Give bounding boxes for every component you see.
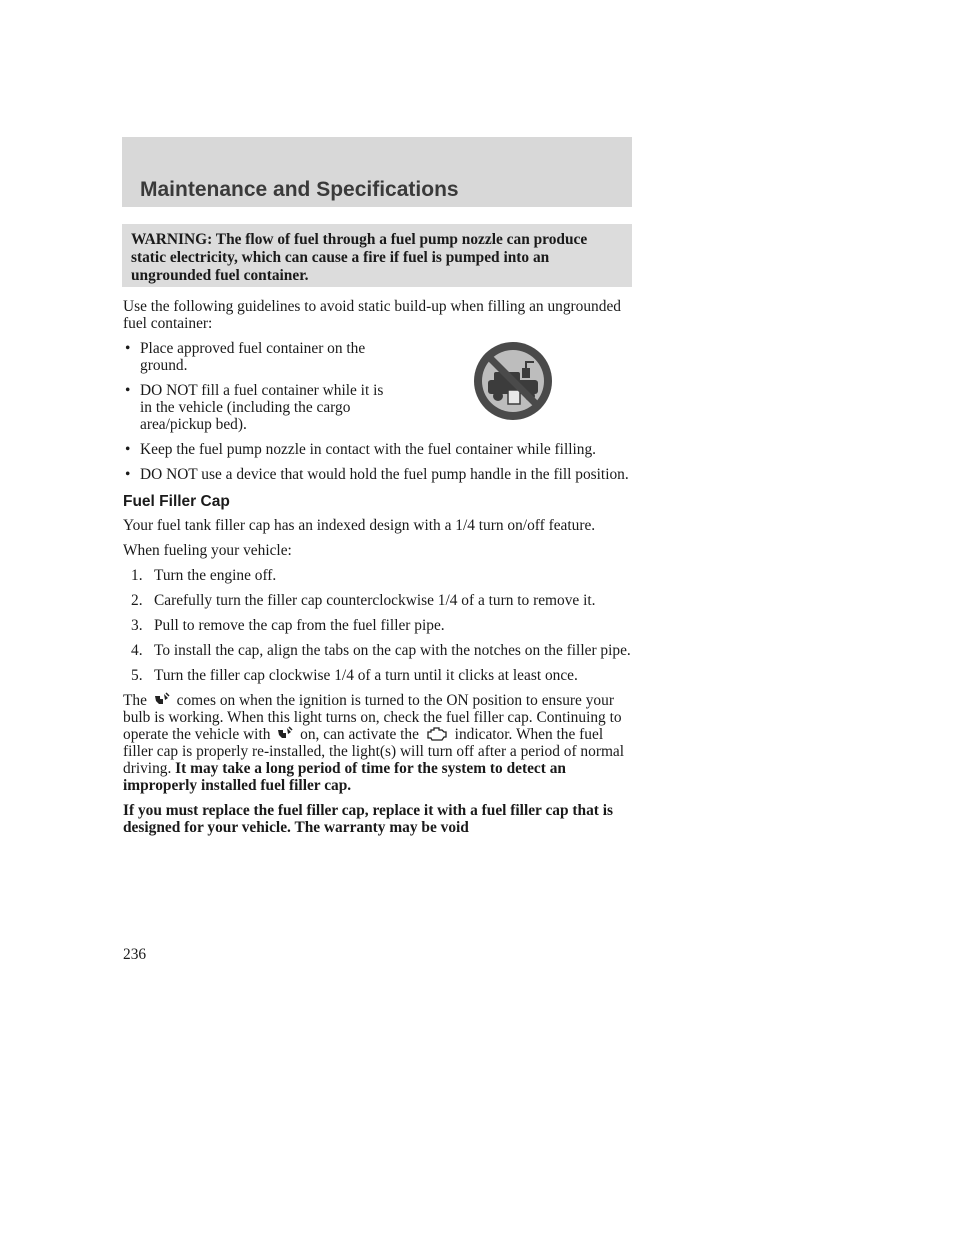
bullet-dot: •: [125, 382, 131, 399]
when-fueling-label: When fueling your vehicle:: [123, 542, 292, 559]
page-content: [123, 298, 635, 844]
bullet-item: [123, 466, 635, 483]
bullet-item: [123, 340, 395, 374]
warning-text: WARNING: The flow of fuel through a fuel pump nozzle can produce static electricity, which can cause a fire if fuel is pumped into an ungrounded fuel container.: [131, 231, 588, 284]
step-number: 4.: [131, 642, 143, 659]
step-number: 1.: [131, 567, 143, 584]
para-text-4: indicator. When the fuel filler cap is properly re-installed, the light(s) will turn off after a period of normal driving.: [123, 726, 625, 777]
step-item: [123, 592, 635, 609]
final-warning-paragraph: [123, 802, 635, 836]
bullet-text: DO NOT fill a fuel container while it is in the vehicle (including the cargo area/pickup bed).: [140, 382, 384, 433]
check-fuel-cap-icon: [276, 726, 294, 742]
section-heading: Fuel Filler Cap: [123, 493, 230, 510]
warning-box: [122, 224, 632, 287]
step-item: [123, 667, 635, 684]
check-engine-icon: [425, 726, 449, 742]
bullet-dot: •: [125, 441, 131, 458]
step-number: 5.: [131, 667, 143, 684]
step-number: 3.: [131, 617, 143, 634]
check-fuel-cap-icon: [153, 692, 171, 708]
para-text-2: comes on when the ignition is turned to the ON position to ensure your bulb is working. When this light turns on, check the fuel filler cap. Continuing to operate the vehicle with: [123, 692, 622, 743]
bullet-text: DO NOT use a device that would hold the fuel pump handle in the fill position.: [140, 466, 629, 483]
step-text: To install the cap, align the tabs on the cap with the notches on the filler pipe.: [154, 642, 631, 659]
step-item: [123, 567, 635, 584]
bullet-text: Place approved fuel container on the ground.: [140, 340, 366, 374]
step-text: Turn the engine off.: [154, 567, 277, 584]
bullet-dot: •: [125, 466, 131, 483]
intro-paragraph: Use the following guidelines to avoid static build-up when filling an ungrounded fuel container:: [123, 298, 621, 332]
section-title: Maintenance and Specifications: [140, 178, 459, 201]
filler-cap-intro: Your fuel tank filler cap has an indexed design with a 1/4 turn on/off feature.: [123, 517, 596, 534]
para-text-1: The: [123, 692, 147, 709]
step-text: Pull to remove the cap from the fuel filler pipe.: [154, 617, 445, 634]
indicator-paragraph: [123, 692, 635, 794]
step-text: Turn the filler cap clockwise 1/4 of a turn until it clicks at least once.: [154, 667, 578, 684]
final-bold-text: If you must replace the fuel filler cap, replace it with a fuel filler cap that is designed for your vehicle. The warranty may be void: [123, 802, 614, 836]
bullet-text: Keep the fuel pump nozzle in contact with the fuel container while filling.: [140, 441, 597, 458]
bullet-item: [123, 382, 395, 433]
para-text-3: on, can activate the: [300, 726, 419, 743]
bullet-dot: •: [125, 340, 131, 357]
para-bold-text: It may take a long period of time for the system to detect an improperly installed fuel filler cap.: [123, 760, 566, 794]
bullet-item: [123, 441, 635, 458]
step-item: [123, 642, 635, 659]
page-number: 236: [123, 946, 147, 963]
section-header: [122, 137, 632, 207]
step-item: [123, 617, 635, 634]
step-text: Carefully turn the filler cap counterclockwise 1/4 of a turn to remove it.: [154, 592, 596, 609]
step-number: 2.: [131, 592, 143, 609]
